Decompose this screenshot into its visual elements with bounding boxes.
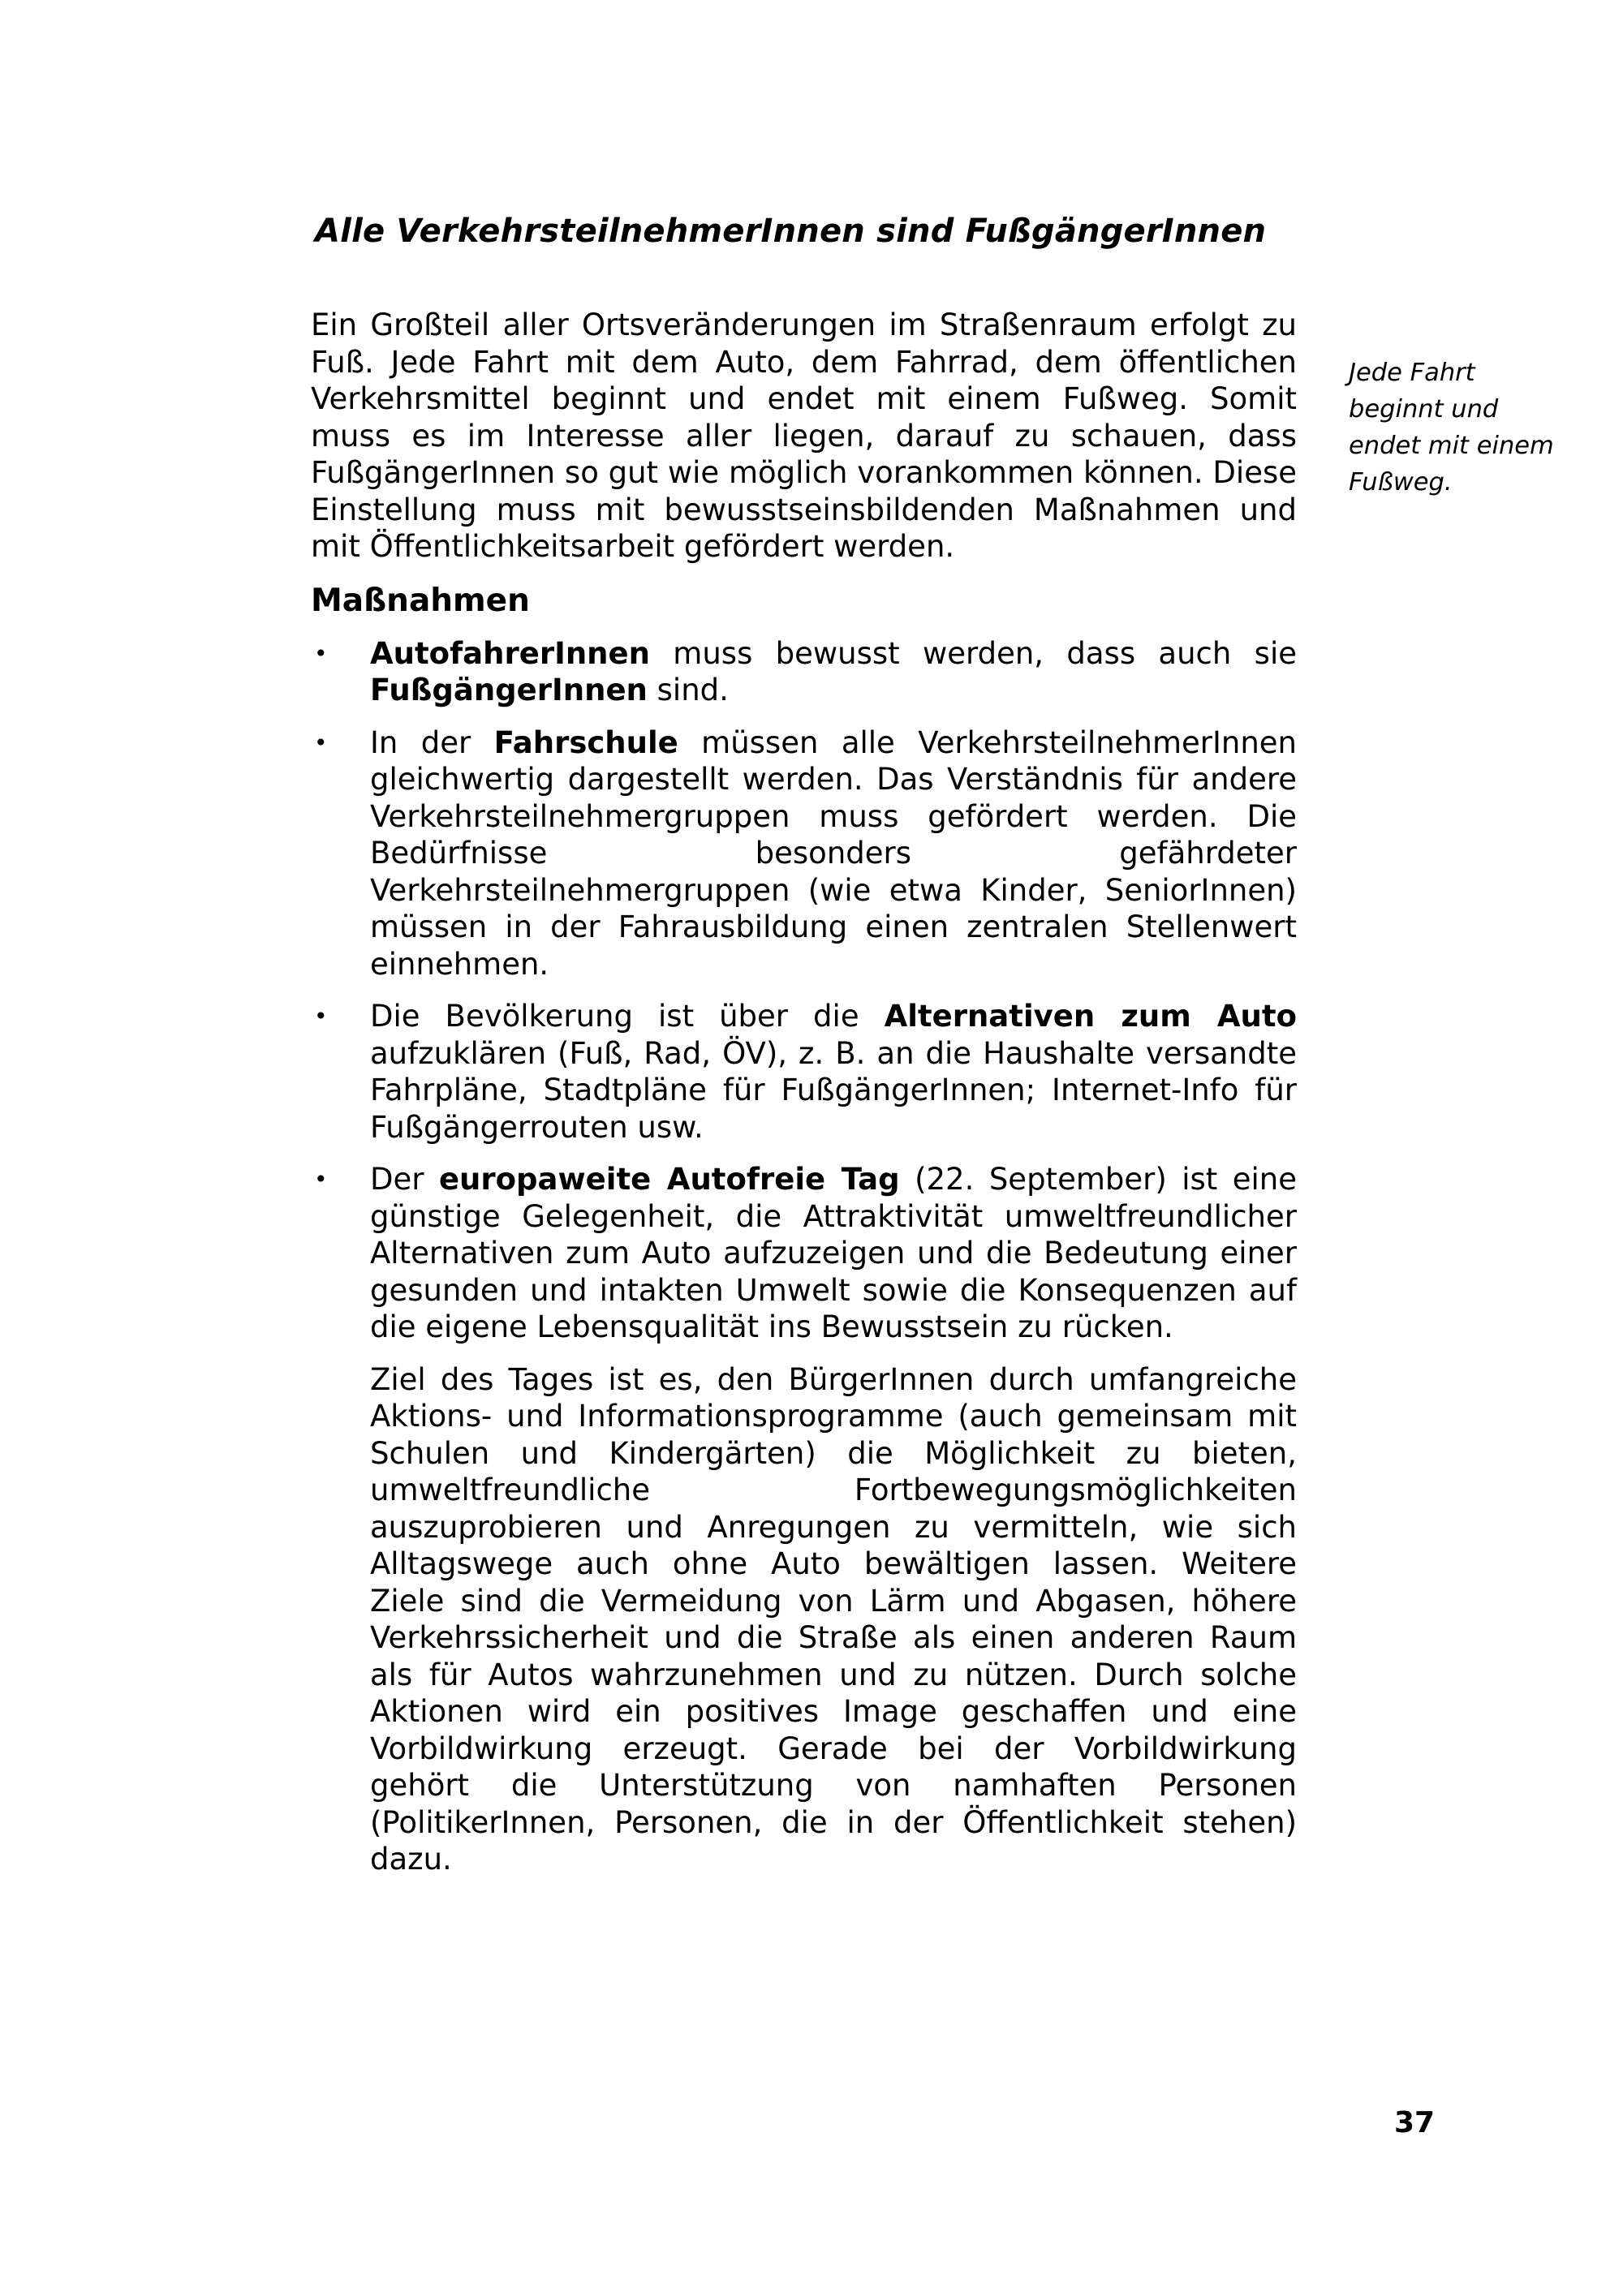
bullet-icon: • bbox=[314, 1003, 328, 1030]
page-number: 37 bbox=[1394, 2106, 1436, 2139]
list-item-text bbox=[370, 724, 1297, 983]
emphasis: AutofahrerInnen bbox=[370, 635, 650, 671]
intro-paragraph: Ein Großteil aller Ortsveränderungen im Straßenraum erfolgt zu Fuß. Jede Fahrt mit dem Auto, dem Fahrrad, dem öffentlichen Verkehrsmittel beginnt und endet mit einem Fußweg. Somit muss es im Interesse aller liegen, darauf zu schauen, dass FußgängerInnen so gut wie möglich vorankommen können. Diese Einstellung muss mit bewusstseinsbildenden Maßnahmen und mit Öffentlichkeitsarbeit gefördert werden. bbox=[311, 307, 1297, 564]
list-item bbox=[311, 1161, 1297, 1878]
text-run: muss bewusst werden, dass auch sie bbox=[649, 635, 1297, 671]
text-run: Der bbox=[370, 1162, 439, 1197]
text-run: sind. bbox=[647, 673, 729, 707]
emphasis: Fahrschule bbox=[493, 724, 678, 760]
list-item-followup-text: Ziel des Tages ist es, den BürgerInnen durch umfangreiche Aktions- und Informationsprogramme (auch gemeinsam mit Schulen und Kindergärten) die Möglichkeit zu bieten, umweltfreundliche Fortbewegungsmöglichkeiten auszuprobieren und Anregungen zu vermitteln, wie sich Alltagswege auch ohne Auto bewältigen lassen. Weitere Ziele sind die Vermeidung von Lärm und Abgasen, höhere Verkehrssicherheit und die Straße als einen anderen Raum als für Autos wahrzunehmen und zu nützen. Durch solche Aktionen wird ein positives Image geschaffen und eine Vorbildwirkung erzeugt. Gerade bei der Vorbildwirkung gehört die Unterstützung von namhaften Personen (PolitikerInnen, Personen, die in der Öffentlichkeit stehen) dazu. bbox=[370, 1361, 1297, 1877]
list-item bbox=[311, 724, 1297, 983]
text-run: Die Bevölkerung ist über die bbox=[370, 999, 885, 1034]
section-heading: Maßnahmen bbox=[311, 582, 530, 619]
measures-list bbox=[311, 635, 1297, 1878]
emphasis: FußgängerInnen bbox=[370, 673, 648, 707]
text-run: aufzuklären (Fuß, Rad, ÖV), z. B. an die Haushalte versandte Fahrpläne, Stadtpläne für FußgängerInnen; Internet-Info für Fußgängerrouten usw. bbox=[370, 1035, 1297, 1145]
bullet-icon: • bbox=[314, 639, 328, 667]
text-run: In der bbox=[370, 724, 494, 760]
page-title: Alle VerkehrsteilnehmerInnen sind FußgängerInnen bbox=[315, 213, 1267, 250]
list-item-text bbox=[370, 1161, 1297, 1346]
margin-note: Jede Fahrt beginnt und endet mit einem Fußweg. bbox=[1349, 359, 1554, 497]
emphasis: Alternativen zum Auto bbox=[884, 999, 1297, 1034]
main-content bbox=[311, 307, 1297, 1894]
emphasis: europaweite Autofreie Tag bbox=[438, 1162, 900, 1197]
text-run: (22. September) ist eine günstige Gelegenheit, die Attraktivität umweltfreundlicher Alternativen zum Auto aufzuzeigen und die Bedeutung einer gesunden und intakten Umwelt sowie die Konsequenzen auf die eigene Lebensqualität ins Bewusstsein zu rücken. bbox=[370, 1162, 1298, 1344]
bullet-icon: • bbox=[314, 729, 328, 756]
list-item-text bbox=[370, 998, 1297, 1146]
text-run: müssen alle VerkehrsteilnehmerInnen gleichwertig dargestellt werden. Das Verständnis für andere Verkehrsteilnehmergruppen muss gefördert werden. Die Bedürfnisse besonders gefährdeter Verkehrsteilnehmergruppen (wie etwa Kinder, SeniorInnen) müssen in der Fahrausbildung einen zentralen Stellenwert einnehmen. bbox=[370, 724, 1297, 982]
list-item-text bbox=[370, 635, 1297, 709]
bullet-icon: • bbox=[314, 1166, 328, 1193]
list-item bbox=[311, 998, 1297, 1146]
list-item bbox=[311, 635, 1297, 709]
